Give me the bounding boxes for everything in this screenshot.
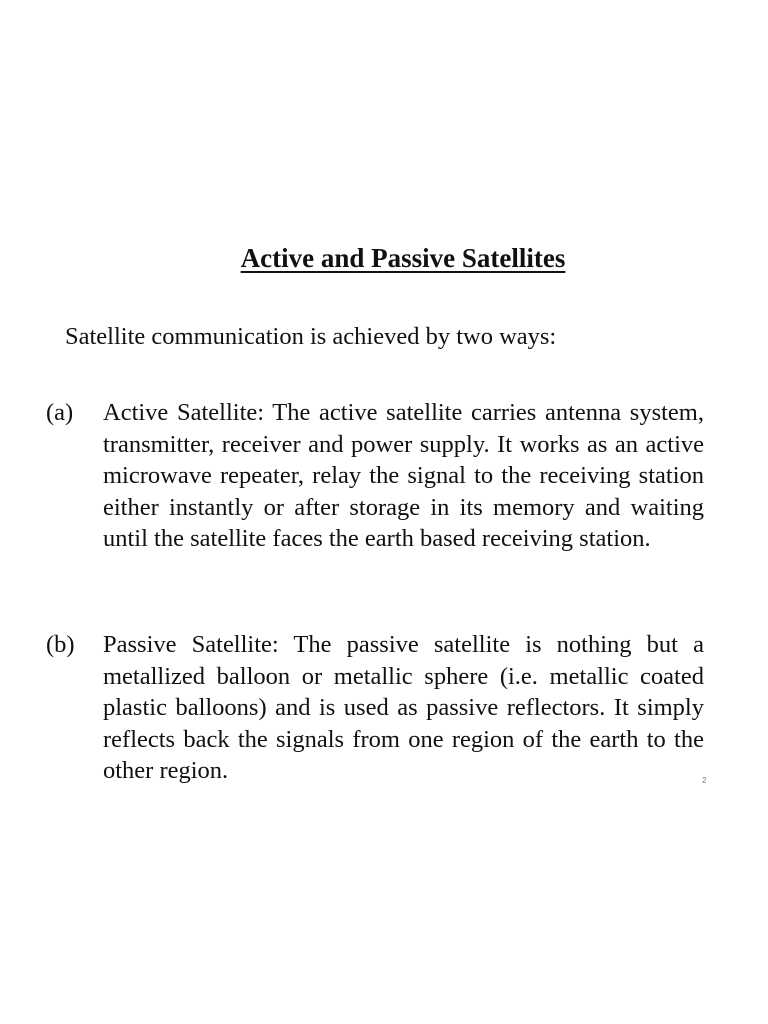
page-number: 2 bbox=[702, 776, 707, 785]
list-marker: (a) bbox=[46, 399, 74, 426]
list-item-text: Passive Satellite: The passive satellite is nothing but a metallized balloon or metallic sphere (i.e. metallic coated plastic balloons) and is used as passive reflectors. It simply reflects back the signals from one region of the earth to the other region. bbox=[103, 631, 704, 785]
intro-text: Satellite communication is achieved by two ways: bbox=[65, 323, 557, 350]
page-title: Active and Passive Satellites bbox=[240, 243, 566, 273]
list-item-text: Active Satellite: The active satellite carries antenna system, transmitter, receiver and power supply. It works as an active microwave repeater, relay the signal to the receiving station either instantly or after storage in its memory and waiting until the satellite faces the earth based receiving station. bbox=[103, 399, 704, 553]
list-marker: (b) bbox=[46, 631, 75, 658]
